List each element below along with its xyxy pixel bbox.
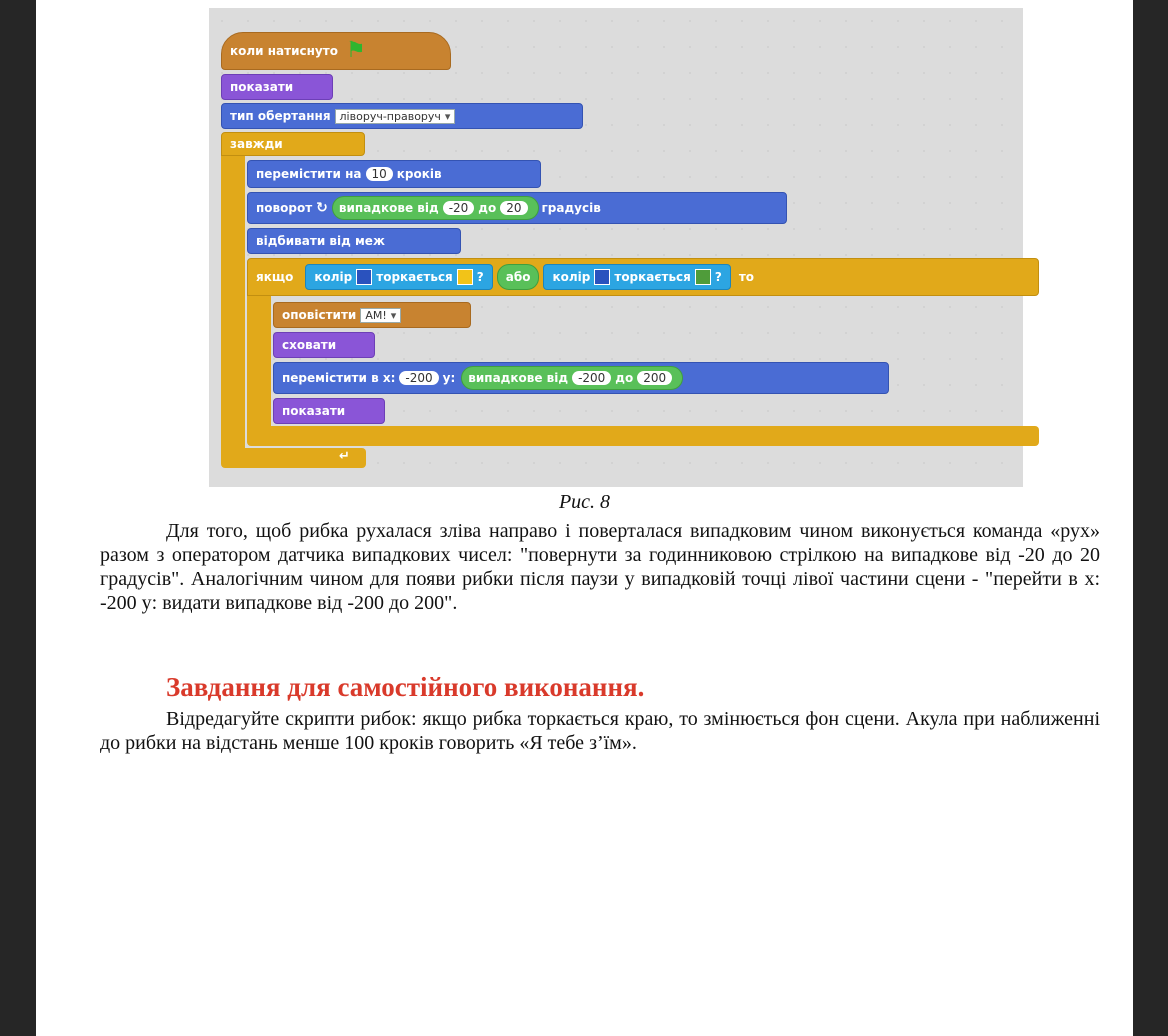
when-flag-clicked-block[interactable] [221,32,451,70]
if-label: якщо [256,270,294,284]
random-operator-y[interactable] [461,366,683,390]
broadcast-block[interactable] [273,302,471,328]
rotate-clockwise-icon: ↻ [316,200,328,216]
document-page [36,0,1133,1036]
hide-label: сховати [282,338,337,352]
hide-block[interactable] [273,332,375,358]
or-operator[interactable] [497,264,540,290]
rotation-style-dropdown[interactable] [335,109,456,124]
show-label: показати [230,80,294,94]
if-left-arm [247,292,271,438]
random-to-input[interactable]: 20 [500,201,527,215]
yellow-color-swatch[interactable] [457,269,473,285]
dropdown-arrow-icon: ▾ [390,308,397,322]
move-steps-input[interactable]: 10 [366,167,393,181]
green-flag-icon: ⚑ [345,38,366,63]
forever-label: завжди [230,137,283,151]
goto-xy-block[interactable] [273,362,889,394]
if-block[interactable] [247,258,1039,296]
show-block[interactable] [221,74,333,100]
color-touching-color-condition-1[interactable] [305,264,492,290]
move-label: перемістити на [256,167,362,181]
random-y-to-input[interactable]: 200 [637,371,672,385]
forever-left-arm [221,136,245,466]
paragraph-2: Відредагуйте скрипти рибок: якщо рибка торкається краю, то змінюється фон сцени. Акула при наближенні до рибки на відстань менше 100 кроків говорить «Я тебе з’їм». [100,708,1100,754]
question-mark: ? [476,270,484,284]
random-label: випадкове від [468,371,569,385]
rotation-style-value: ліворуч-праворуч [339,109,441,123]
figure-caption: Рис. 8 [558,491,611,513]
turn-block[interactable] [247,192,787,224]
bounce-label: відбивати від меж [256,234,385,248]
loop-arrow-icon: ↵ [339,449,350,464]
turn-label: поворот [256,201,313,215]
random-y-from-input[interactable]: -200 [572,371,611,385]
to-label: до [615,371,634,385]
green-color-swatch[interactable] [695,269,711,285]
bounce-block[interactable] [247,228,461,254]
broadcast-value: AM! [365,308,387,322]
show-label: показати [282,404,346,418]
color-label: колір [314,270,353,284]
question-mark: ? [714,270,722,284]
degrees-label: градусів [541,201,601,215]
rotation-style-block[interactable] [221,103,583,129]
rotation-style-label: тип обертання [230,109,331,123]
steps-label: кроків [396,167,442,181]
random-from-input[interactable]: -20 [443,201,475,215]
y-label: y: [442,371,456,385]
or-label: або [505,270,531,284]
x-value-input[interactable]: -200 [399,371,438,385]
show-block-2[interactable] [273,398,385,424]
if-bottom-arm [247,426,1039,446]
random-label: випадкове від [338,201,439,215]
blue-color-swatch[interactable] [594,269,610,285]
touching-label: торкається [376,270,453,284]
to-label: до [478,201,497,215]
move-steps-block[interactable] [247,160,541,188]
broadcast-label: оповістити [282,308,357,322]
forever-block[interactable] [221,132,365,156]
color-label: колір [552,270,591,284]
then-label: то [738,270,755,284]
when-flag-clicked-label: коли натиснуто [230,44,338,58]
touching-label: торкається [614,270,691,284]
blue-color-swatch[interactable] [356,269,372,285]
color-touching-color-condition-2[interactable] [543,264,730,290]
dropdown-arrow-icon: ▾ [444,109,451,123]
paragraph-1: Для того, щоб рибка рухалася зліва направо і поверталася випадковим чином виконується команда «рух» разом з оператором датчика випадкових чисел: "повернути за годинниковою стрілкою на випадкове від -20 до 20 градусів". Аналогічним чином для появи рибки після паузи у випадковій точці лівої частини сцени - "перейти в x: -200 y: видати випадкове від -200 до 200". [100,520,1100,614]
section-heading: Завдання для самостійного виконання. [166,672,645,702]
random-operator[interactable] [332,196,539,220]
goto-x-label: перемістити в x: [282,371,396,385]
scratch-script-figure [209,8,1023,487]
broadcast-dropdown[interactable] [360,308,401,323]
